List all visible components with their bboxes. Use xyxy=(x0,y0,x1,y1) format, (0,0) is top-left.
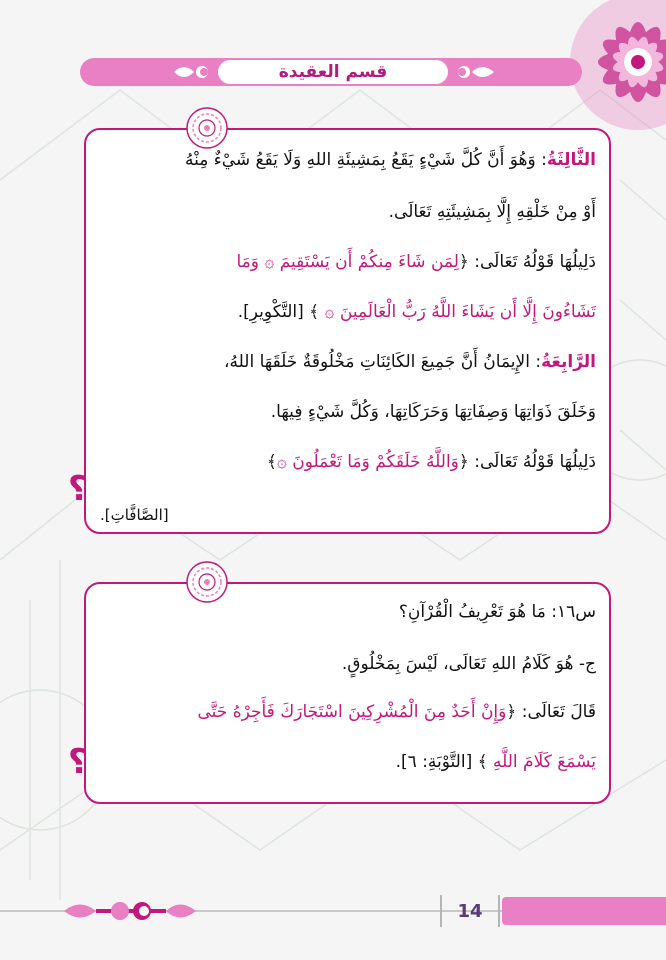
header-right-ornament xyxy=(452,62,496,82)
line-evidence-2-ref: [الصَّافَّاتِ]. xyxy=(100,506,169,524)
line-fourth-cont: وَخَلَقَ ذَوَاتِهَا وَصِفَاتِهَا وَحَرَكَاتِهَا، وَكُلَّ شَيْءٍ فِيهَا. xyxy=(270,402,596,422)
line-evidence-1-cont xyxy=(238,300,596,324)
fourth-label: الرَّابِعَةُ xyxy=(541,352,596,372)
line-evidence-3-cont xyxy=(396,750,596,774)
line-evidence-3 xyxy=(198,700,597,724)
evidence-2-ayah: وَاللَّهُ خَلَقَكُمْ وَمَا تَعْمَلُونَ ۞ xyxy=(276,452,459,472)
evidence-3-ayah-cont: يَسْمَعَ كَلَامَ اللَّهِ xyxy=(493,752,596,772)
evidence-3-ayah: وَإِنْ أَحَدٌ مِنَ الْمُشْرِكِينَ اسْتَجَارَكَ فَأَجِرْهُ حَتَّى xyxy=(197,702,507,722)
header-left-ornament xyxy=(172,62,216,82)
evidence-1-ref: ﴾ [التَّكْوِيرِ]. xyxy=(237,302,320,322)
line-evidence-1 xyxy=(236,250,596,274)
section-title: قسم العقيدة xyxy=(218,60,448,84)
third-text: : وَهُوَ أَنَّ كُلَّ شَيْءٍ يَقَعُ بِمَشِيئَةِ اللهِ وَلَا يَقَعُ شَيْءٌ مِنْهُ xyxy=(184,150,547,170)
footer-accent-bar xyxy=(502,897,666,925)
evidence-3-ref: ﴾ [التَّوْبَةِ: ٦]. xyxy=(395,752,488,772)
question-16: س١٦: مَا هُوَ تَعْرِيفُ الْقُرْآنِ؟ xyxy=(398,602,596,622)
medallion-ornament xyxy=(186,561,228,603)
evidence-1-prefix: دَلِيلُهَا قَوْلُهُ تَعَالَى: ﴿ xyxy=(458,252,596,272)
evidence-2-suffix: ﴾ xyxy=(266,452,277,472)
page-number: 14 xyxy=(440,895,500,927)
third-label: الثَّالِثَةُ xyxy=(546,150,596,170)
floral-divider xyxy=(60,896,200,926)
line-third-cont: أَوْ مِنْ خَلْقِهِ إِلَّا بِمَشِيئَتِهِ تَعَالَى. xyxy=(388,202,596,222)
evidence-2-prefix: دَلِيلُهَا قَوْلُهُ تَعَالَى: ﴿ xyxy=(458,452,596,472)
fourth-text: : الإِيمَانُ أَنَّ جَمِيعَ الكَائِنَاتِ مَخْلُوقَةٌ خَلَقَهَا اللهُ، xyxy=(224,352,542,372)
evidence-3-prefix: قَالَ تَعَالَى: ﴿ xyxy=(506,702,596,722)
line-third-pillar xyxy=(185,148,596,172)
line-fourth-pillar xyxy=(224,350,596,374)
question-mark-ornament: ؟ xyxy=(68,742,88,782)
evidence-1-ayah: لِمَن شَاءَ مِنكُمْ أَن يَسْتَقِيمَ ۞ وَمَا xyxy=(236,252,459,272)
medallion-ornament xyxy=(186,107,228,149)
answer-16: ج- هُوَ كَلَامُ اللهِ تَعَالَى، لَيْسَ بِمَخْلُوقٍ. xyxy=(341,654,596,674)
evidence-1-ayah-cont: تَشَاءُونَ إِلَّا أَن يَشَاءَ اللَّهُ رَبُّ الْعَالَمِينَ ۞ xyxy=(324,302,596,322)
line-evidence-2 xyxy=(267,450,596,474)
question-mark-ornament: ؟ xyxy=(68,469,88,509)
